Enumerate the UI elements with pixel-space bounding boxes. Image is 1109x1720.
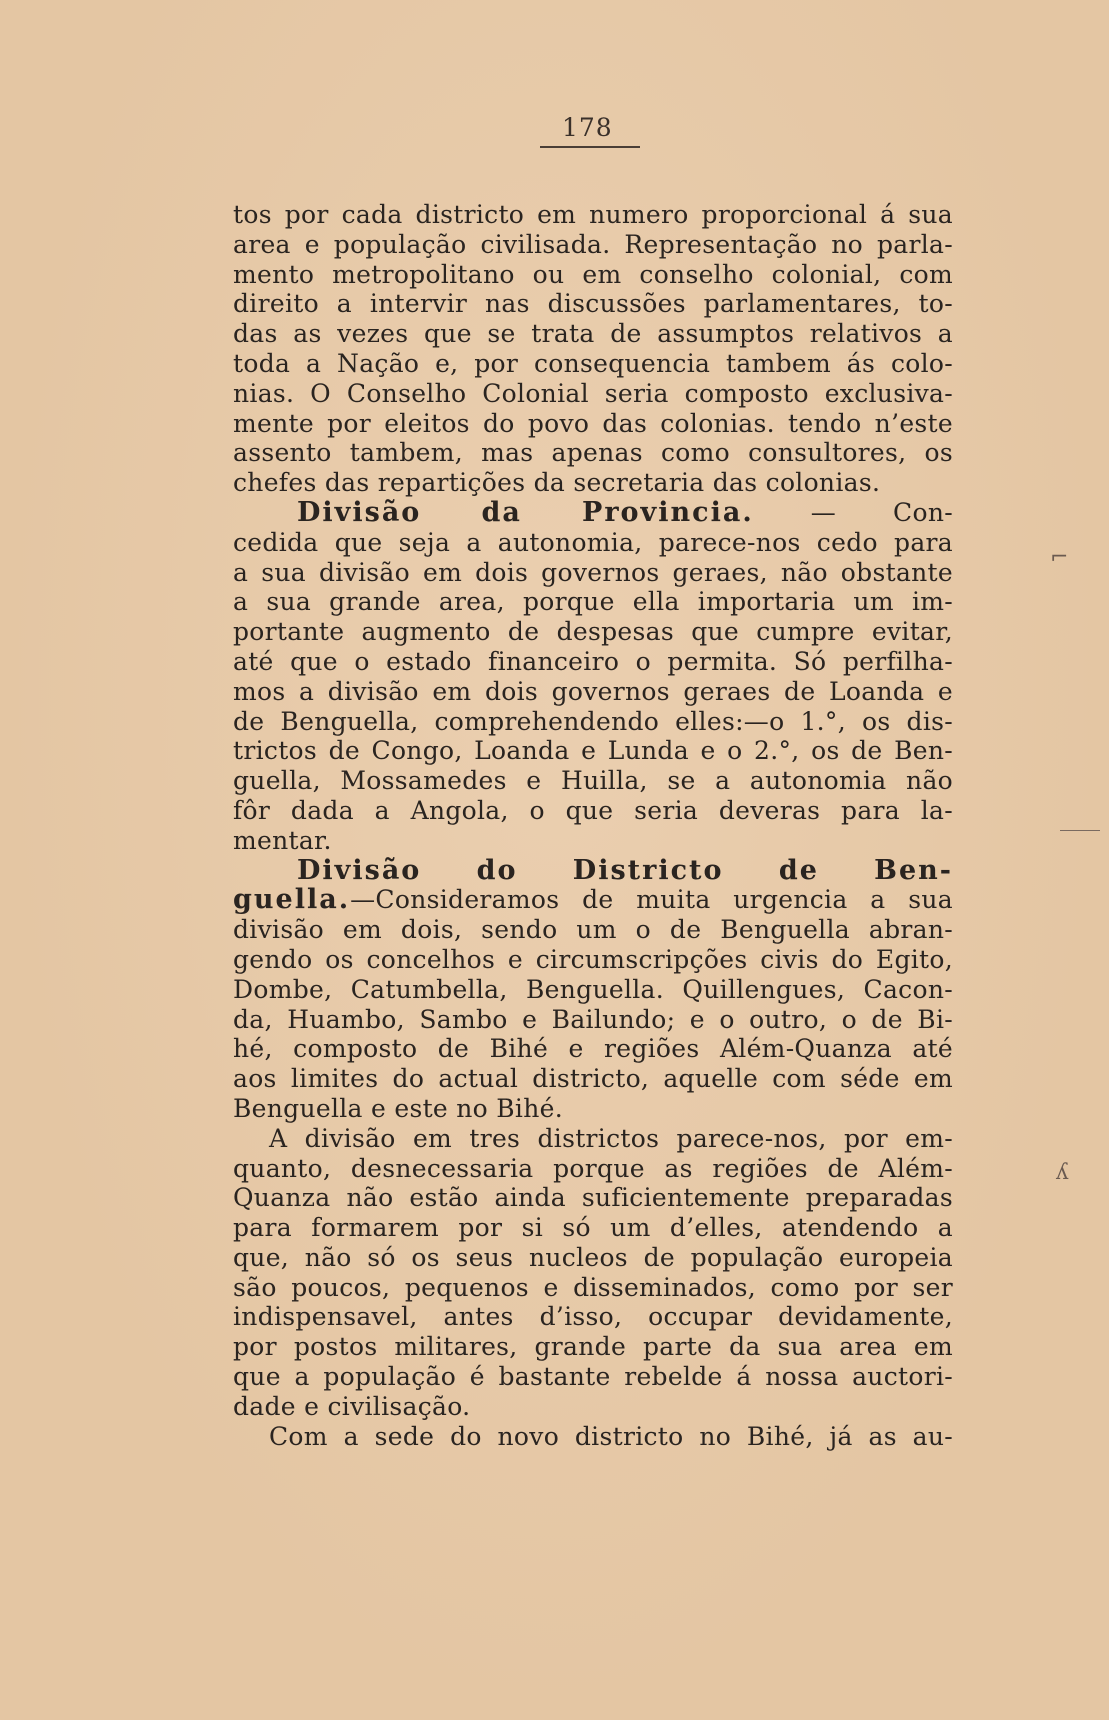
page-number: 178	[562, 113, 613, 142]
text-line: mentar.	[233, 825, 332, 855]
text-line: aos limites do actual districto, aquelle com séde em	[233, 1064, 953, 1094]
text-line: toda a Nação e, por consequencia tambem ás colo-	[233, 348, 953, 378]
text-line: tos por cada districto em numero proporcional á sua	[233, 200, 953, 229]
text-line: mente por eleitos do povo das colonias. tendo n’este	[233, 408, 953, 438]
text-line: quanto, desnecessaria porque as regiões de Além-	[233, 1153, 953, 1183]
text-line: divisão em dois, sendo um o de Benguella abran-	[233, 915, 953, 945]
text-line: dade e civilisação.	[233, 1391, 471, 1421]
text-line: das as vezes que se trata de assumptos relativos a	[233, 319, 953, 349]
margin-annotation-mark: ⌐	[1050, 545, 1069, 570]
margin-rule-mark	[1060, 830, 1100, 831]
text-line: cedida que seja a autonomia, parece-nos cedo para	[233, 527, 953, 557]
text-line: portante augmento de despesas que cumpre evitar,	[233, 617, 953, 647]
section-heading: guella.	[233, 884, 351, 916]
text-line: de Benguella, comprehendendo elles:—o 1.°, os dis-	[233, 706, 953, 736]
text-line: por postos militares, grande parte da sua area em	[233, 1332, 953, 1362]
text-line: chefes das repartições da secretaria das colonias.	[233, 468, 881, 498]
text-line: gendo os concelhos e circumscripções civis do Egito,	[233, 944, 953, 974]
text-line: indispensavel, antes d’isso, occupar devidamente,	[233, 1302, 953, 1332]
text-line: para formarem por si só um d’elles, atendendo a	[233, 1213, 953, 1243]
section-heading-line	[233, 856, 953, 886]
text-line: Com a sede do novo districto no Bihé, já as au-	[269, 1421, 953, 1451]
text-line: mos a divisão em dois governos geraes de Loanda e	[233, 676, 953, 706]
text-line: area e população civilisada. Representação no parla-	[233, 229, 953, 259]
text-line: são poucos, pequenos e disseminados, como por ser	[233, 1272, 953, 1302]
page-number-rule	[540, 146, 640, 148]
text-line: Quanza não estão ainda suficientemente preparadas	[233, 1183, 953, 1213]
text-line: que, não só os seus nucleos de população europeia	[233, 1242, 953, 1272]
text-line: até que o estado financeiro o permita. Só perfilha-	[233, 646, 953, 676]
section-heading-line: guella.—Consideramos de muita urgencia a sua	[233, 884, 953, 916]
margin-annotation-mark-2: ʎ	[1056, 1160, 1069, 1185]
text-line: a sua grande area, porque ella importaria um im-	[233, 587, 953, 617]
text-line: que a população é bastante rebelde á nossa auctori-	[233, 1362, 953, 1392]
text-line: assento tambem, mas apenas como consultores, os	[233, 438, 953, 468]
text-line: trictos de Congo, Loanda e Lunda e o 2.°, os de Ben-	[233, 736, 953, 766]
text-line: a sua divisão em dois governos geraes, não obstante	[233, 557, 953, 587]
body-text	[233, 200, 953, 1451]
text-line: guella, Mossamedes e Huilla, se a autonomia não	[233, 766, 953, 796]
text-line: A divisão em tres districtos parece-nos, por em-	[269, 1123, 953, 1153]
text-line: Dombe, Catumbella, Benguella. Quillengues, Cacon-	[233, 974, 953, 1004]
text-line: fôr dada a Angola, o que seria deveras para la-	[233, 795, 953, 825]
text-line: hé, composto de Bihé e regiões Além-Quanza até	[233, 1034, 953, 1064]
section-heading: Divisão da Provincia.	[297, 496, 754, 528]
text-line: direito a intervir nas discussões parlamentares, to-	[233, 289, 953, 319]
section-heading: Divisão do Districto de Ben-	[297, 854, 953, 886]
text-line: mento metropolitano ou em conselho colonial, com	[233, 259, 953, 289]
text-line: da, Huambo, Sambo e Bailundo; e o outro, o de Bi-	[233, 1004, 953, 1034]
section-heading-line: Divisão da Provincia. — Con-	[297, 496, 953, 528]
text-line: nias. O Conselho Colonial seria composto exclusiva-	[233, 378, 953, 408]
text-line: Benguella e este no Bihé.	[233, 1093, 563, 1123]
